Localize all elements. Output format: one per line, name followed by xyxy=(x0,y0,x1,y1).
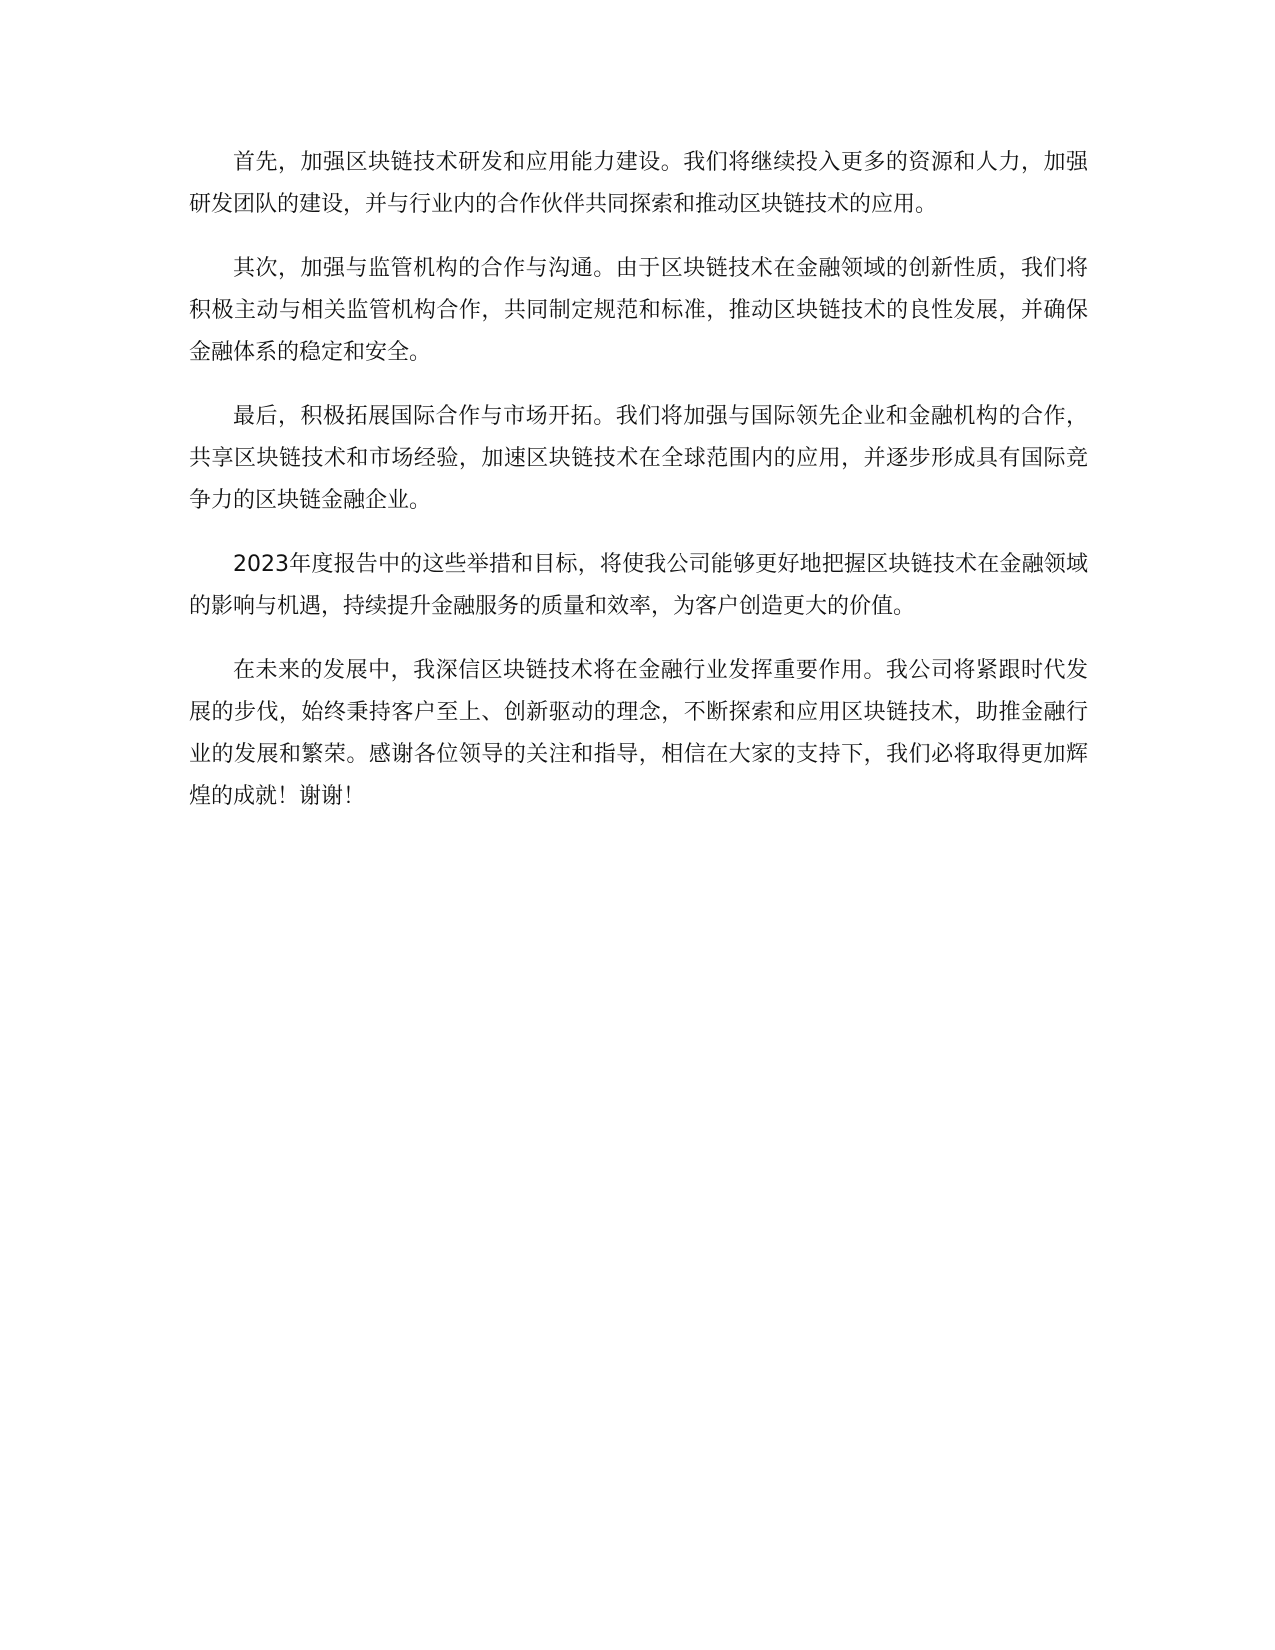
paragraph-annual-report-goals: 2023年度报告中的这些举措和目标，将使我公司能够更好地把握区块链技术在金融领域的影响与机遇，持续提升金融服务的质量和效率，为客户创造更大的价值。 xyxy=(189,552,1088,619)
paragraph-rd-capability: 首先，加强区块链技术研发和应用能力建设。我们将继续投入更多的资源和人力，加强研发团队的建设，并与行业内的合作伙伴共同探索和推动区块链技术的应用。 xyxy=(189,150,1088,217)
paragraph-regulatory-cooperation: 其次，加强与监管机构的合作与沟通。由于区块链技术在金融领域的创新性质，我们将积极主动与相关监管机构合作，共同制定规范和标准，推动区块链技术的良性发展，并确保金融体系的稳定和安全。 xyxy=(189,256,1088,365)
paragraph-international-expansion: 最后，积极拓展国际合作与市场开拓。我们将加强与国际领先企业和金融机构的合作，共享区块链技术和市场经验，加速区块链技术在全球范围内的应用，并逐步形成具有国际竞争力的区块链金融企业。 xyxy=(189,404,1088,513)
paragraph-closing-remarks: 在未来的发展中，我深信区块链技术将在金融行业发挥重要作用。我公司将紧跟时代发展的步伐，始终秉持客户至上、创新驱动的理念，不断探索和应用区块链技术，助推金融行业的发展和繁荣。感谢各位领导的关注和指导，相信在大家的支持下，我们必将取得更加辉煌的成就！谢谢！ xyxy=(189,658,1088,809)
document-body xyxy=(189,142,1088,840)
